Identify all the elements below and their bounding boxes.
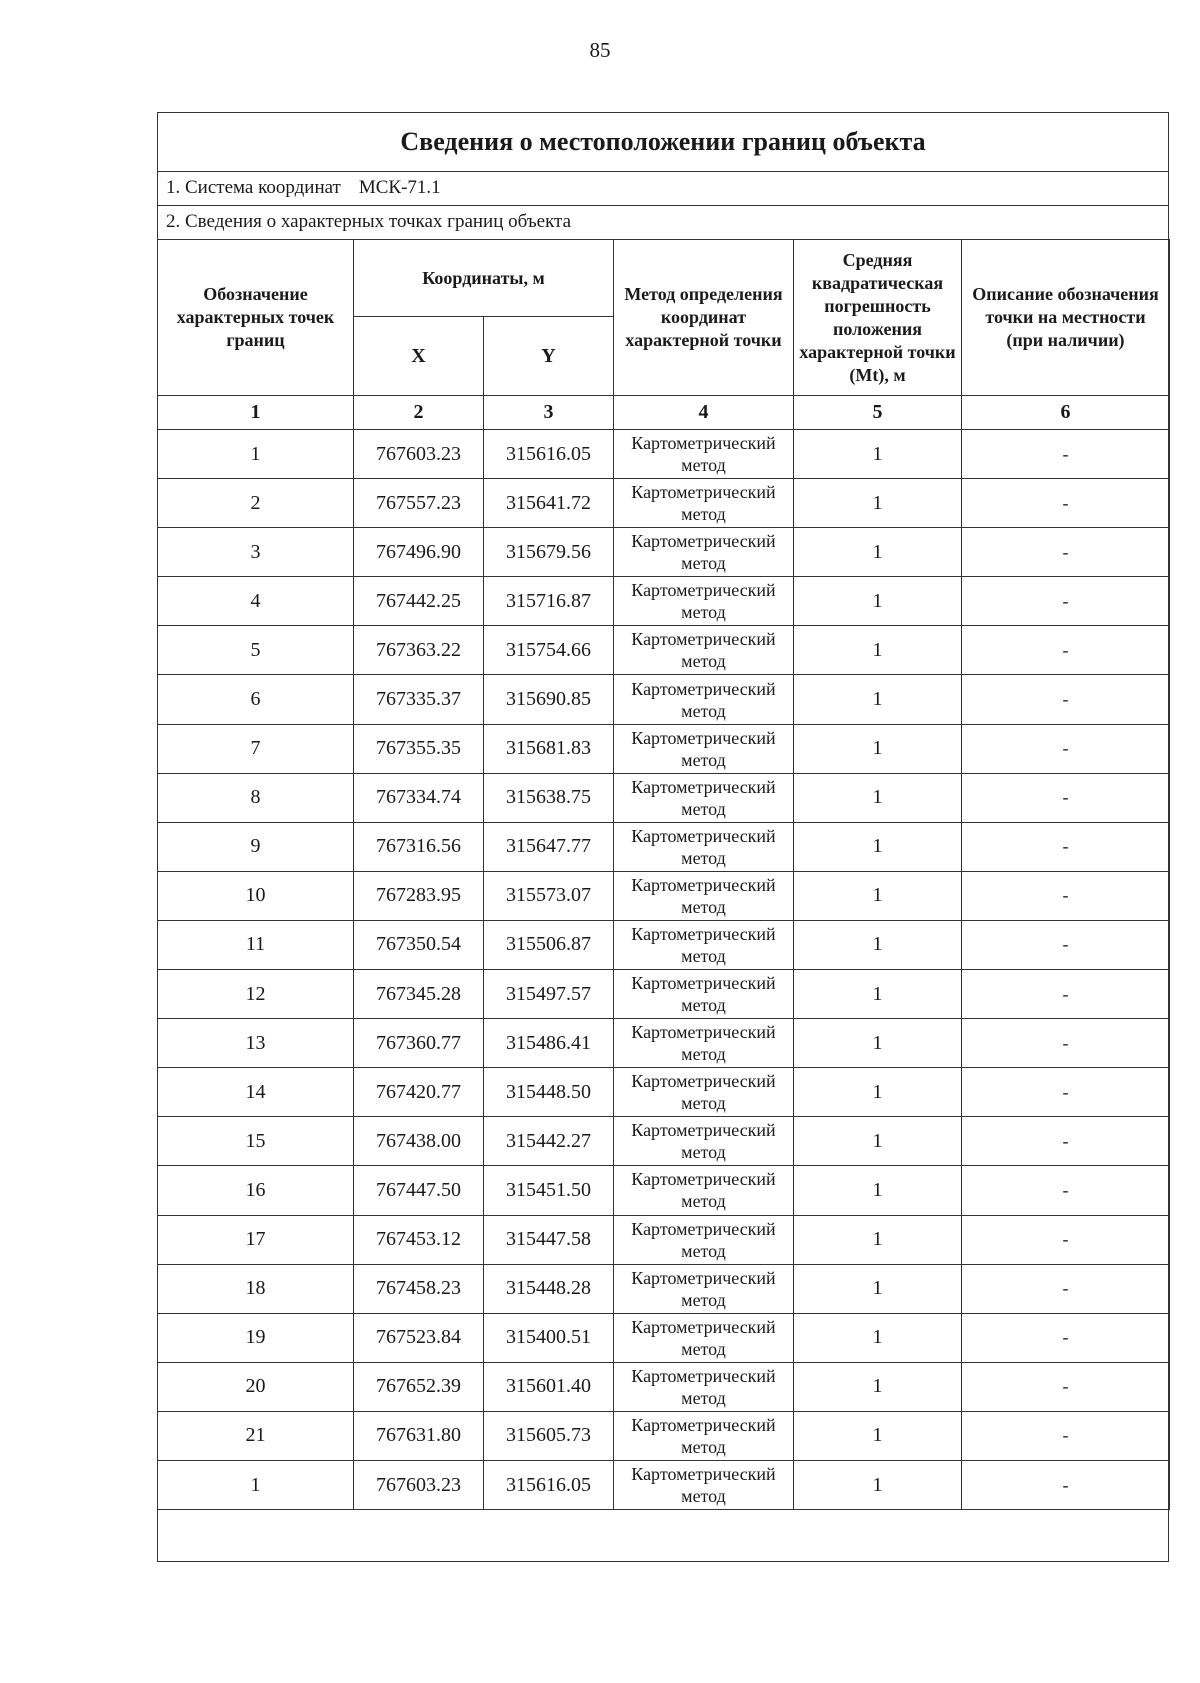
y-coordinate-cell: 315679.56 — [484, 528, 614, 577]
method-cell: Картометрический метод — [614, 430, 794, 479]
mt-error-cell: 1 — [794, 724, 962, 773]
point-designation-cell: 19 — [158, 1313, 354, 1362]
column-number: 1 — [158, 396, 354, 430]
header-designation: Обозначение характерных точек границ — [158, 240, 354, 396]
header-description: Описание обозначения точки на местности (при наличии) — [962, 240, 1170, 396]
mt-error-cell: 1 — [794, 1313, 962, 1362]
description-cell: - — [962, 724, 1170, 773]
table-row — [158, 1215, 1170, 1264]
description-cell: - — [962, 675, 1170, 724]
point-designation-cell: 15 — [158, 1117, 354, 1166]
mt-error-cell: 1 — [794, 528, 962, 577]
method-cell: Картометрический метод — [614, 822, 794, 871]
description-cell: - — [962, 528, 1170, 577]
x-coordinate-cell: 767652.39 — [354, 1362, 484, 1411]
method-cell: Картометрический метод — [614, 1460, 794, 1509]
description-cell: - — [962, 577, 1170, 626]
table-row — [158, 479, 1170, 528]
y-coordinate-cell: 315605.73 — [484, 1411, 614, 1460]
y-coordinate-cell: 315601.40 — [484, 1362, 614, 1411]
method-cell: Картометрический метод — [614, 724, 794, 773]
x-coordinate-cell: 767334.74 — [354, 773, 484, 822]
header-method: Метод определения координат характерной точки — [614, 240, 794, 396]
x-coordinate-cell: 767453.12 — [354, 1215, 484, 1264]
mt-error-cell: 1 — [794, 1215, 962, 1264]
coordinate-system-value: МСК-71.1 — [358, 177, 441, 198]
points-table-body — [158, 430, 1170, 1510]
table-row — [158, 1264, 1170, 1313]
y-coordinate-cell: 315448.50 — [484, 1068, 614, 1117]
x-coordinate-cell: 767447.50 — [354, 1166, 484, 1215]
point-designation-cell: 20 — [158, 1362, 354, 1411]
y-coordinate-cell: 315638.75 — [484, 773, 614, 822]
y-coordinate-cell: 315681.83 — [484, 724, 614, 773]
point-designation-cell: 21 — [158, 1411, 354, 1460]
method-cell: Картометрический метод — [614, 1166, 794, 1215]
method-cell: Картометрический метод — [614, 1264, 794, 1313]
mt-error-cell: 1 — [794, 1411, 962, 1460]
table-row — [158, 1313, 1170, 1362]
method-cell: Картометрический метод — [614, 920, 794, 969]
column-number: 3 — [484, 396, 614, 430]
mt-error-cell: 1 — [794, 479, 962, 528]
x-coordinate-cell: 767442.25 — [354, 577, 484, 626]
mt-error-cell: 1 — [794, 970, 962, 1019]
method-cell: Картометрический метод — [614, 1068, 794, 1117]
y-coordinate-cell: 315641.72 — [484, 479, 614, 528]
section-2-label: 2. Сведения о характерных точках границ объекта — [158, 205, 1168, 240]
y-coordinate-cell: 315573.07 — [484, 871, 614, 920]
y-coordinate-cell: 315754.66 — [484, 626, 614, 675]
column-number: 2 — [354, 396, 484, 430]
table-row — [158, 920, 1170, 969]
header-coordinates: Координаты, м — [354, 240, 614, 317]
x-coordinate-cell: 767350.54 — [354, 920, 484, 969]
column-number: 5 — [794, 396, 962, 430]
point-designation-cell: 8 — [158, 773, 354, 822]
coordinate-system-line — [158, 171, 1168, 206]
point-designation-cell: 3 — [158, 528, 354, 577]
y-coordinate-cell: 315616.05 — [484, 430, 614, 479]
description-cell: - — [962, 920, 1170, 969]
description-cell: - — [962, 1313, 1170, 1362]
point-designation-cell: 1 — [158, 430, 354, 479]
table-row — [158, 1362, 1170, 1411]
coordinate-system-label: 1. Система координат — [166, 177, 341, 198]
point-designation-cell: 4 — [158, 577, 354, 626]
table-row — [158, 1460, 1170, 1509]
x-coordinate-cell: 767335.37 — [354, 675, 484, 724]
y-coordinate-cell: 315486.41 — [484, 1019, 614, 1068]
table-row — [158, 430, 1170, 479]
table-row — [158, 528, 1170, 577]
mt-error-cell: 1 — [794, 626, 962, 675]
y-coordinate-cell: 315716.87 — [484, 577, 614, 626]
point-designation-cell: 14 — [158, 1068, 354, 1117]
x-coordinate-cell: 767458.23 — [354, 1264, 484, 1313]
y-coordinate-cell: 315448.28 — [484, 1264, 614, 1313]
method-cell: Картометрический метод — [614, 1411, 794, 1460]
description-cell: - — [962, 1264, 1170, 1313]
method-cell: Картометрический метод — [614, 577, 794, 626]
mt-error-cell: 1 — [794, 773, 962, 822]
mt-error-cell: 1 — [794, 1362, 962, 1411]
page-number: 85 — [589, 38, 611, 62]
characteristic-points-table — [157, 239, 1170, 1510]
table-row — [158, 822, 1170, 871]
method-cell: Картометрический метод — [614, 479, 794, 528]
table-row — [158, 675, 1170, 724]
mt-error-cell: 1 — [794, 920, 962, 969]
x-coordinate-cell: 767355.35 — [354, 724, 484, 773]
table-row — [158, 970, 1170, 1019]
y-coordinate-cell: 315506.87 — [484, 920, 614, 969]
table-row — [158, 577, 1170, 626]
table-row — [158, 1068, 1170, 1117]
method-cell: Картометрический метод — [614, 1313, 794, 1362]
mt-error-cell: 1 — [794, 1166, 962, 1215]
x-coordinate-cell: 767345.28 — [354, 970, 484, 1019]
y-coordinate-cell: 315497.57 — [484, 970, 614, 1019]
x-coordinate-cell: 767603.23 — [354, 1460, 484, 1509]
table-row — [158, 871, 1170, 920]
description-cell: - — [962, 1019, 1170, 1068]
point-designation-cell: 1 — [158, 1460, 354, 1509]
document-title: Сведения о местоположении границ объекта — [158, 113, 1168, 172]
method-cell: Картометрический метод — [614, 1019, 794, 1068]
point-designation-cell: 6 — [158, 675, 354, 724]
x-coordinate-cell: 767603.23 — [354, 430, 484, 479]
description-cell: - — [962, 1215, 1170, 1264]
x-coordinate-cell: 767496.90 — [354, 528, 484, 577]
point-designation-cell: 2 — [158, 479, 354, 528]
point-designation-cell: 16 — [158, 1166, 354, 1215]
header-y: Y — [484, 317, 614, 396]
point-designation-cell: 11 — [158, 920, 354, 969]
description-cell: - — [962, 626, 1170, 675]
mt-error-cell: 1 — [794, 822, 962, 871]
table-row — [158, 1411, 1170, 1460]
point-designation-cell: 12 — [158, 970, 354, 1019]
method-cell: Картометрический метод — [614, 626, 794, 675]
description-cell: - — [962, 1362, 1170, 1411]
y-coordinate-cell: 315400.51 — [484, 1313, 614, 1362]
column-number: 4 — [614, 396, 794, 430]
method-cell: Картометрический метод — [614, 871, 794, 920]
mt-error-cell: 1 — [794, 871, 962, 920]
mt-error-cell: 1 — [794, 577, 962, 626]
description-cell: - — [962, 773, 1170, 822]
description-cell: - — [962, 1166, 1170, 1215]
point-designation-cell: 5 — [158, 626, 354, 675]
header-x: X — [354, 317, 484, 396]
mt-error-cell: 1 — [794, 1019, 962, 1068]
y-coordinate-cell: 315442.27 — [484, 1117, 614, 1166]
mt-error-cell: 1 — [794, 1068, 962, 1117]
y-coordinate-cell: 315447.58 — [484, 1215, 614, 1264]
x-coordinate-cell: 767420.77 — [354, 1068, 484, 1117]
description-cell: - — [962, 430, 1170, 479]
description-cell: - — [962, 1460, 1170, 1509]
y-coordinate-cell: 315690.85 — [484, 675, 614, 724]
point-designation-cell: 18 — [158, 1264, 354, 1313]
x-coordinate-cell: 767363.22 — [354, 626, 484, 675]
description-cell: - — [962, 1411, 1170, 1460]
mt-error-cell: 1 — [794, 1117, 962, 1166]
y-coordinate-cell: 315616.05 — [484, 1460, 614, 1509]
method-cell: Картометрический метод — [614, 1117, 794, 1166]
description-cell: - — [962, 822, 1170, 871]
y-coordinate-cell: 315451.50 — [484, 1166, 614, 1215]
point-designation-cell: 9 — [158, 822, 354, 871]
description-cell: - — [962, 1068, 1170, 1117]
column-number: 6 — [962, 396, 1170, 430]
x-coordinate-cell: 767523.84 — [354, 1313, 484, 1362]
method-cell: Картометрический метод — [614, 675, 794, 724]
point-designation-cell: 17 — [158, 1215, 354, 1264]
x-coordinate-cell: 767316.56 — [354, 822, 484, 871]
x-coordinate-cell: 767557.23 — [354, 479, 484, 528]
description-cell: - — [962, 1117, 1170, 1166]
description-cell: - — [962, 479, 1170, 528]
table-row — [158, 1117, 1170, 1166]
method-cell: Картометрический метод — [614, 970, 794, 1019]
x-coordinate-cell: 767360.77 — [354, 1019, 484, 1068]
method-cell: Картометрический метод — [614, 528, 794, 577]
mt-error-cell: 1 — [794, 1460, 962, 1509]
table-row — [158, 1166, 1170, 1215]
point-designation-cell: 13 — [158, 1019, 354, 1068]
table-row — [158, 1019, 1170, 1068]
x-coordinate-cell: 767631.80 — [354, 1411, 484, 1460]
table-row — [158, 773, 1170, 822]
x-coordinate-cell: 767438.00 — [354, 1117, 484, 1166]
description-cell: - — [962, 871, 1170, 920]
table-row — [158, 724, 1170, 773]
method-cell: Картометрический метод — [614, 773, 794, 822]
table-row — [158, 626, 1170, 675]
x-coordinate-cell: 767283.95 — [354, 871, 484, 920]
point-designation-cell: 7 — [158, 724, 354, 773]
mt-error-cell: 1 — [794, 430, 962, 479]
point-designation-cell: 10 — [158, 871, 354, 920]
boundary-info-frame — [157, 112, 1169, 1562]
method-cell: Картометрический метод — [614, 1362, 794, 1411]
header-error: Средняя квадратическая погрешность положения характерной точки (Mt), м — [794, 240, 962, 396]
mt-error-cell: 1 — [794, 1264, 962, 1313]
description-cell: - — [962, 970, 1170, 1019]
mt-error-cell: 1 — [794, 675, 962, 724]
method-cell: Картометрический метод — [614, 1215, 794, 1264]
y-coordinate-cell: 315647.77 — [484, 822, 614, 871]
